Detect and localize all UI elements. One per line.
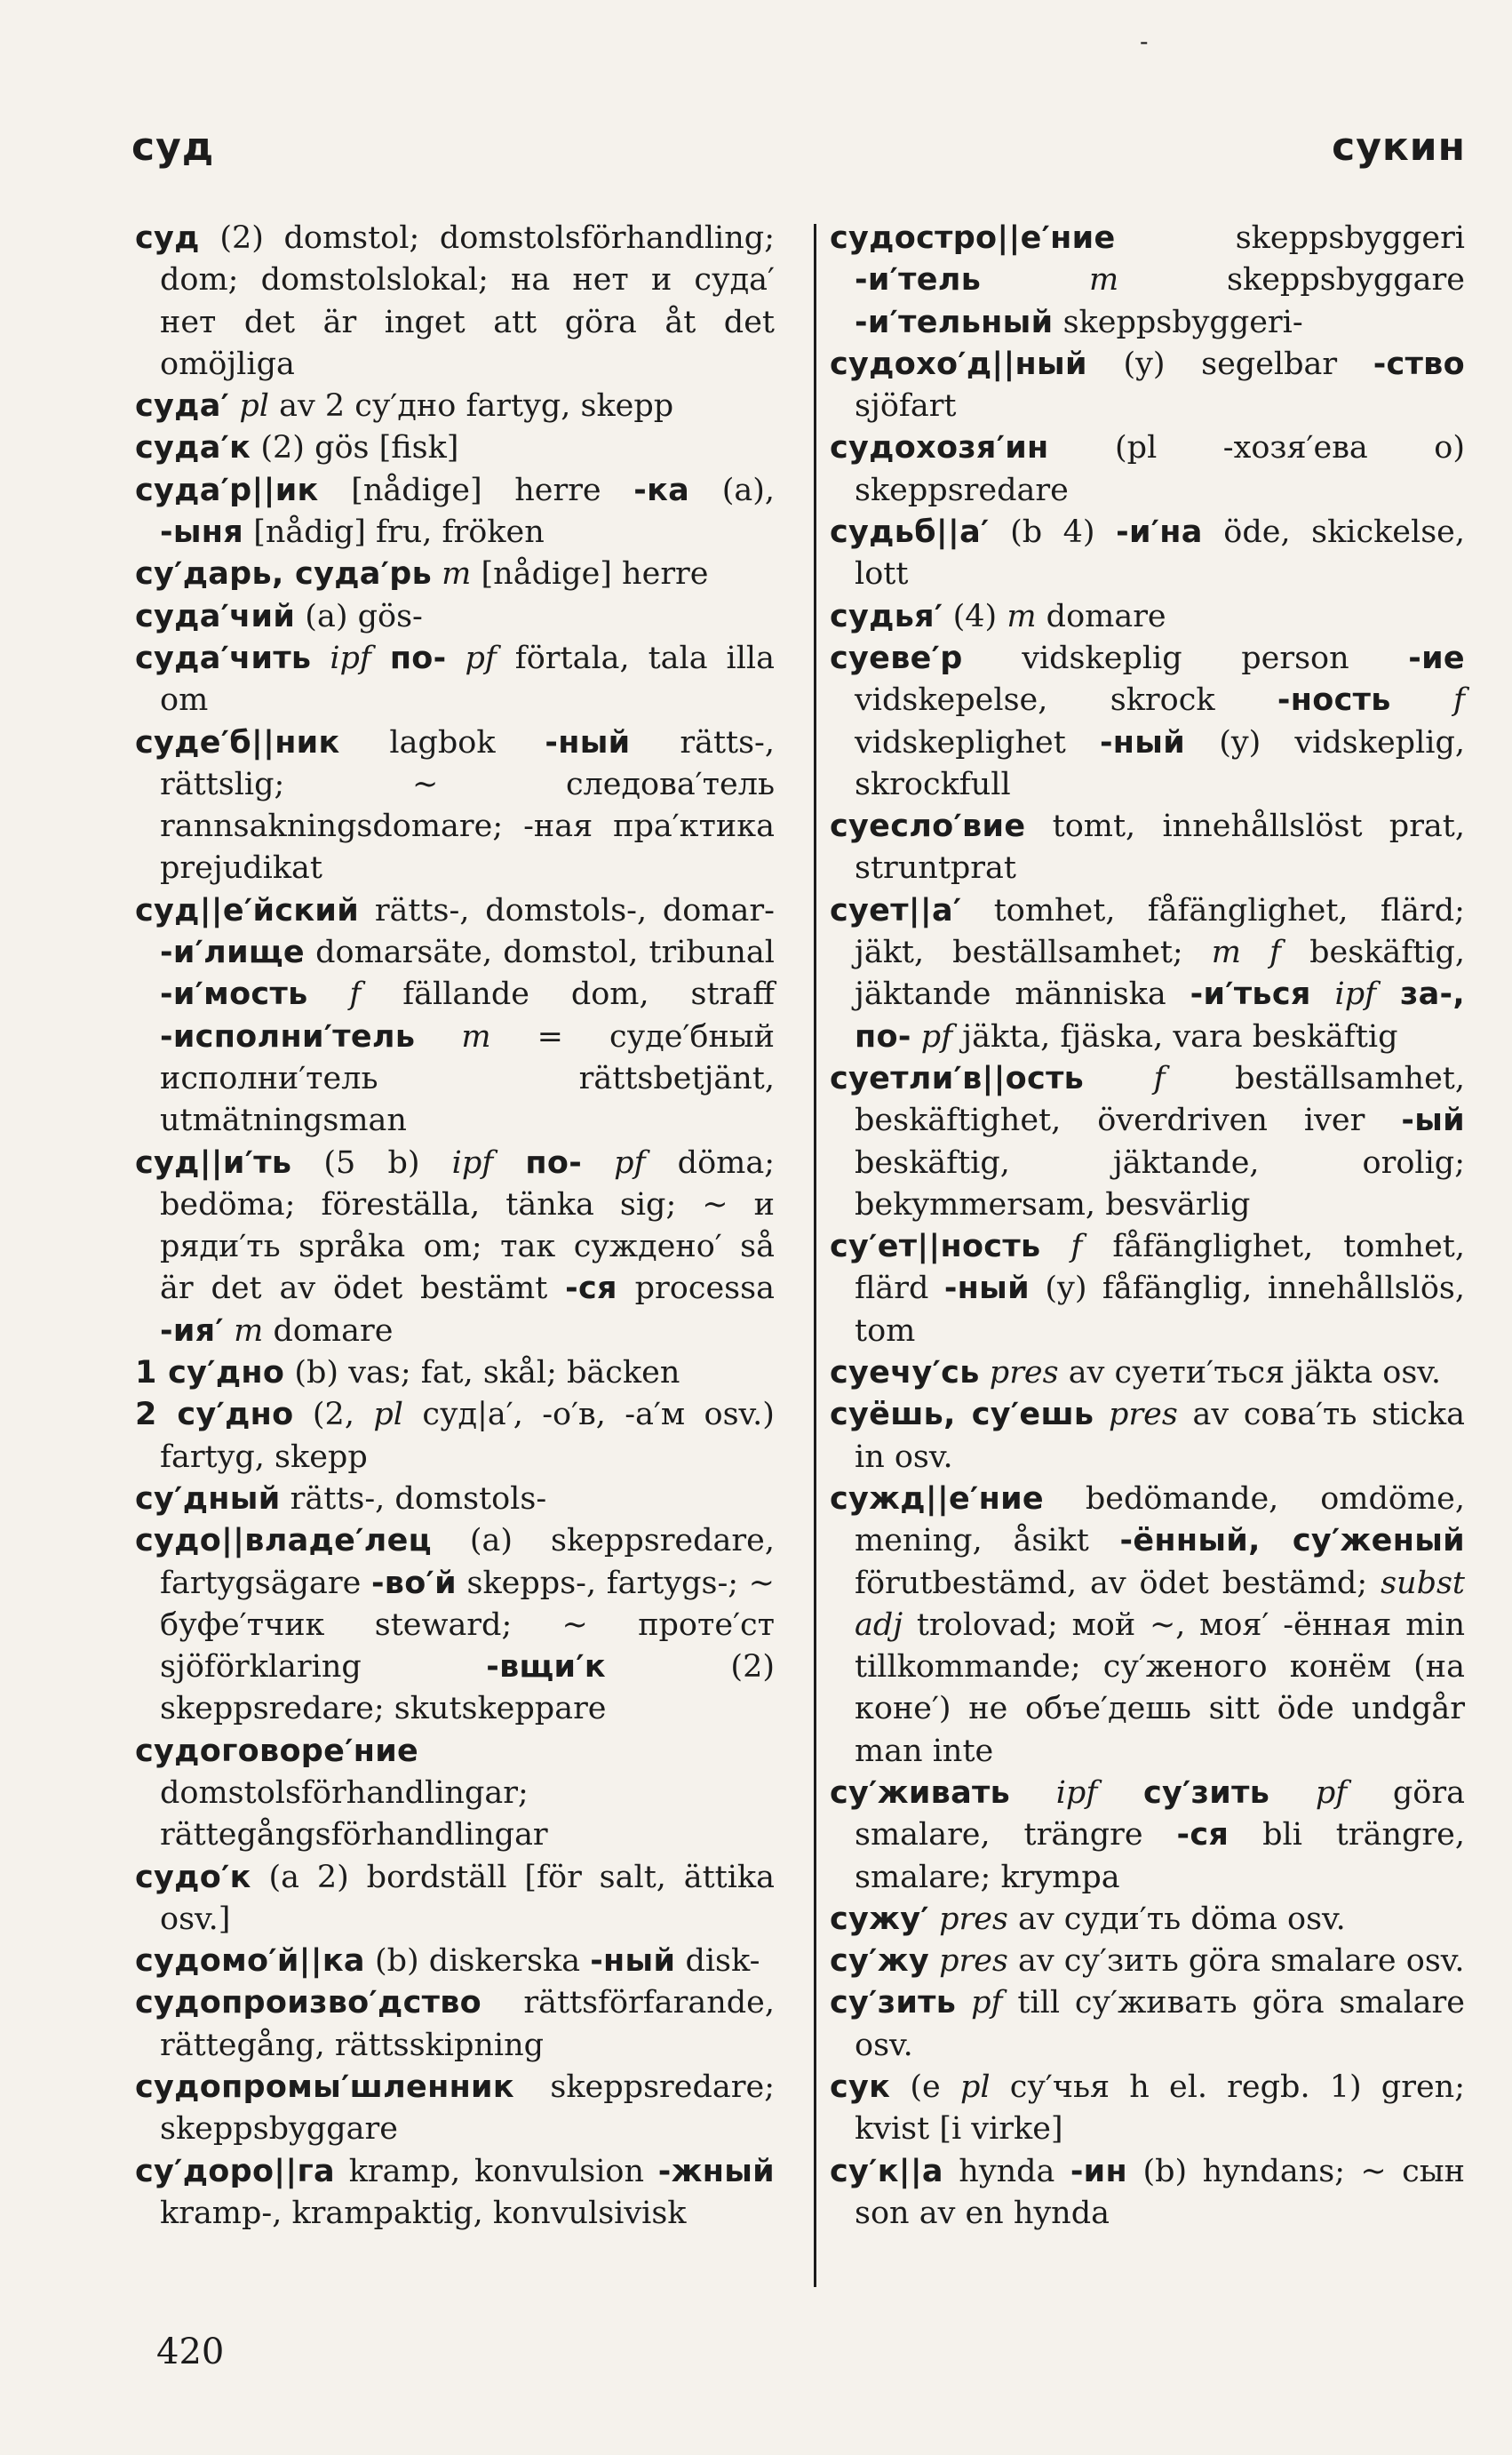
dictionary-entry: су′зить pf till су′живать göra smalare osv. <box>830 1985 1465 2063</box>
print-mark: - <box>1140 27 1149 56</box>
dictionary-entry: су′дный rätts-, domstols- <box>135 1480 547 1517</box>
right-column <box>830 218 1465 2235</box>
dictionary-entry: суечу′сь pres av суети′ться jäkta osv. <box>830 1355 1442 1391</box>
dictionary-entry: 2 су′дно (2, pl суд|а′, -о′в, -а′м osv.) fartyg, skepp <box>135 1397 775 1475</box>
dictionary-entry: суд (2) domstol; domstolsförhandling; dom; domstolslokal; на нет и суда′ нет det är inget att göra åt det omöjliga <box>135 220 775 382</box>
dictionary-entry: судохозя′ин (pl -хозя′ева o) skeppsredare <box>830 430 1465 508</box>
dictionary-entry: судьб||а′ (b 4) -и′на öde, skickelse, lott <box>830 514 1465 593</box>
left-column <box>135 218 775 2235</box>
guide-word-right: сукин <box>1332 124 1466 170</box>
dictionary-entry: суеве′р vidskeplig person -ие vidskepelse, skrock -ность f vidskeplighet -ный (y) vidskeplig, skrockfull <box>830 640 1465 802</box>
dictionary-entry: суёшь, су′ешь pres av сова′ть sticka in osv. <box>830 1397 1465 1475</box>
dictionary-entry: судья′ (4) m domare <box>830 598 1166 634</box>
dictionary-entry: судостро||е′ние skeppsbyggeri -и′тель m skeppsbyggare -и′тельный skeppsbyggeri- <box>830 220 1465 340</box>
dictionary-entry: суде′б||ник lagbok -ный rätts-, rättslig; ~ следова′тель rannsakningsdomare; -ная пра′ктика prejudikat <box>135 724 775 887</box>
dictionary-entry: сужу′ pres av суди′ть döma osv. <box>830 1901 1346 1937</box>
dictionary-entry: су′живать ipf су′зить pf göra smalare, trängre -ся bli trängre, smalare; krympa <box>830 1774 1465 1895</box>
dictionary-entry: суесло′вие tomt, innehållslöst prat, struntprat <box>830 809 1465 887</box>
guide-word-left: суд <box>131 124 215 170</box>
dictionary-entry: суда′чить ipf по- pf förtala, tala illa om <box>135 640 775 719</box>
dictionary-entry: су′дарь, суда′рь m [nådige] herre <box>135 556 709 593</box>
dictionary-entry: судопроизво′дство rättsförfarande, rättegång, rättsskipning <box>135 1985 775 2063</box>
dictionary-entry: сужд||е′ние bedömande, omdöme, mening, åsikt -ённый, су′женый förutbestämd, av ödet bestämd; subst adj trolovad; мой ~, моя′ -ённая min tillkommande; су′женого конём (на коне′) не объе′дешь sitt öde undgår man inte <box>830 1480 1465 1769</box>
dictionary-entry: су′к||а hynda -ин (b) hyndans; ~ сын son av en hynda <box>830 2153 1465 2231</box>
dictionary-entry: суда′р||ик [nådige] herre -ка (a), -ыня [nådig] fru, fröken <box>135 472 775 551</box>
dictionary-entry: судомо′й||ка (b) diskerska -ный disk- <box>135 1943 760 1980</box>
dictionary-entry: су′доро||га kramp, konvulsion -жный kramp-, krampaktig, konvulsivisk <box>135 2153 775 2231</box>
column-divider <box>814 224 816 2287</box>
dictionary-entry: судо′к (a 2) bordställ [för salt, ättika osv.] <box>135 1859 775 1937</box>
dictionary-entry: судоговоре′ние domstolsförhandlingar; rättegångsförhandlingar <box>135 1733 548 1853</box>
dictionary-entry: суд||е′йский rätts-, domstols-, domar- -и′лище domarsäte, domstol, tribunal -и′мость f fällande dom, straff -исполни′тель m = суде′бный исполни′тель rättsbetjänt, utmätningsman <box>135 892 775 1139</box>
dictionary-entry: суетли′в||ость f beställsamhet, beskäftighet, överdriven iver -ый beskäftig, jäktande, orolig; bekymmersam, besvärlig <box>830 1060 1465 1223</box>
dictionary-entry: сует||а′ tomhet, fåfänglighet, flärd; jäkt, beställsamhet; m f beskäftig, jäktande människa -и′ться ipf за-, по- pf jäkta, fjäska, vara beskäftig <box>830 892 1465 1055</box>
dictionary-entry: суд||и′ть (5 b) ipf по- pf döma; bedöma; föreställa, tänka sig; ~ и ряди′ть språka om; так суждено′ så är det av ödet bestämt -ся processa -ия′ m domare <box>135 1144 775 1349</box>
page-number: 420 <box>156 2331 225 2372</box>
dictionary-entry: судо||владе′лец (a) skeppsredare, fartygsägare -во′й skepps-, fartygs-; ~ буфе′тчик steward; ~ проте′ст sjöförklaring -вщи′к (2) skeppsredare; skutskeppare <box>135 1523 775 1727</box>
dictionary-entry: судохо′д||ный (y) segelbar -ство sjöfart <box>830 346 1465 425</box>
dictionary-entry: суда′к (2) gös [fisk] <box>135 430 459 466</box>
dictionary-entry: су′ет||ность f fåfänglighet, tomhet, flärd -ный (y) fåfänglig, innehållslös, tom <box>830 1229 1465 1349</box>
dictionary-entry: 1 су′дно (b) vas; fat, skål; bäcken <box>135 1355 680 1391</box>
dictionary-entry: суда′чий (a) gös- <box>135 598 423 634</box>
dictionary-entry: су′жу pres av су′зить göra smalare osv. <box>830 1943 1465 1980</box>
dictionary-entry: сук (e pl су′чья h el. regb. 1) gren; kvist [i virke] <box>830 2069 1465 2148</box>
dictionary-entry: суда′ pl av 2 су′дно fartyg, skepp <box>135 388 674 425</box>
dictionary-entry: судопромы′шленник skeppsredare; skeppsbyggare <box>135 2069 775 2148</box>
